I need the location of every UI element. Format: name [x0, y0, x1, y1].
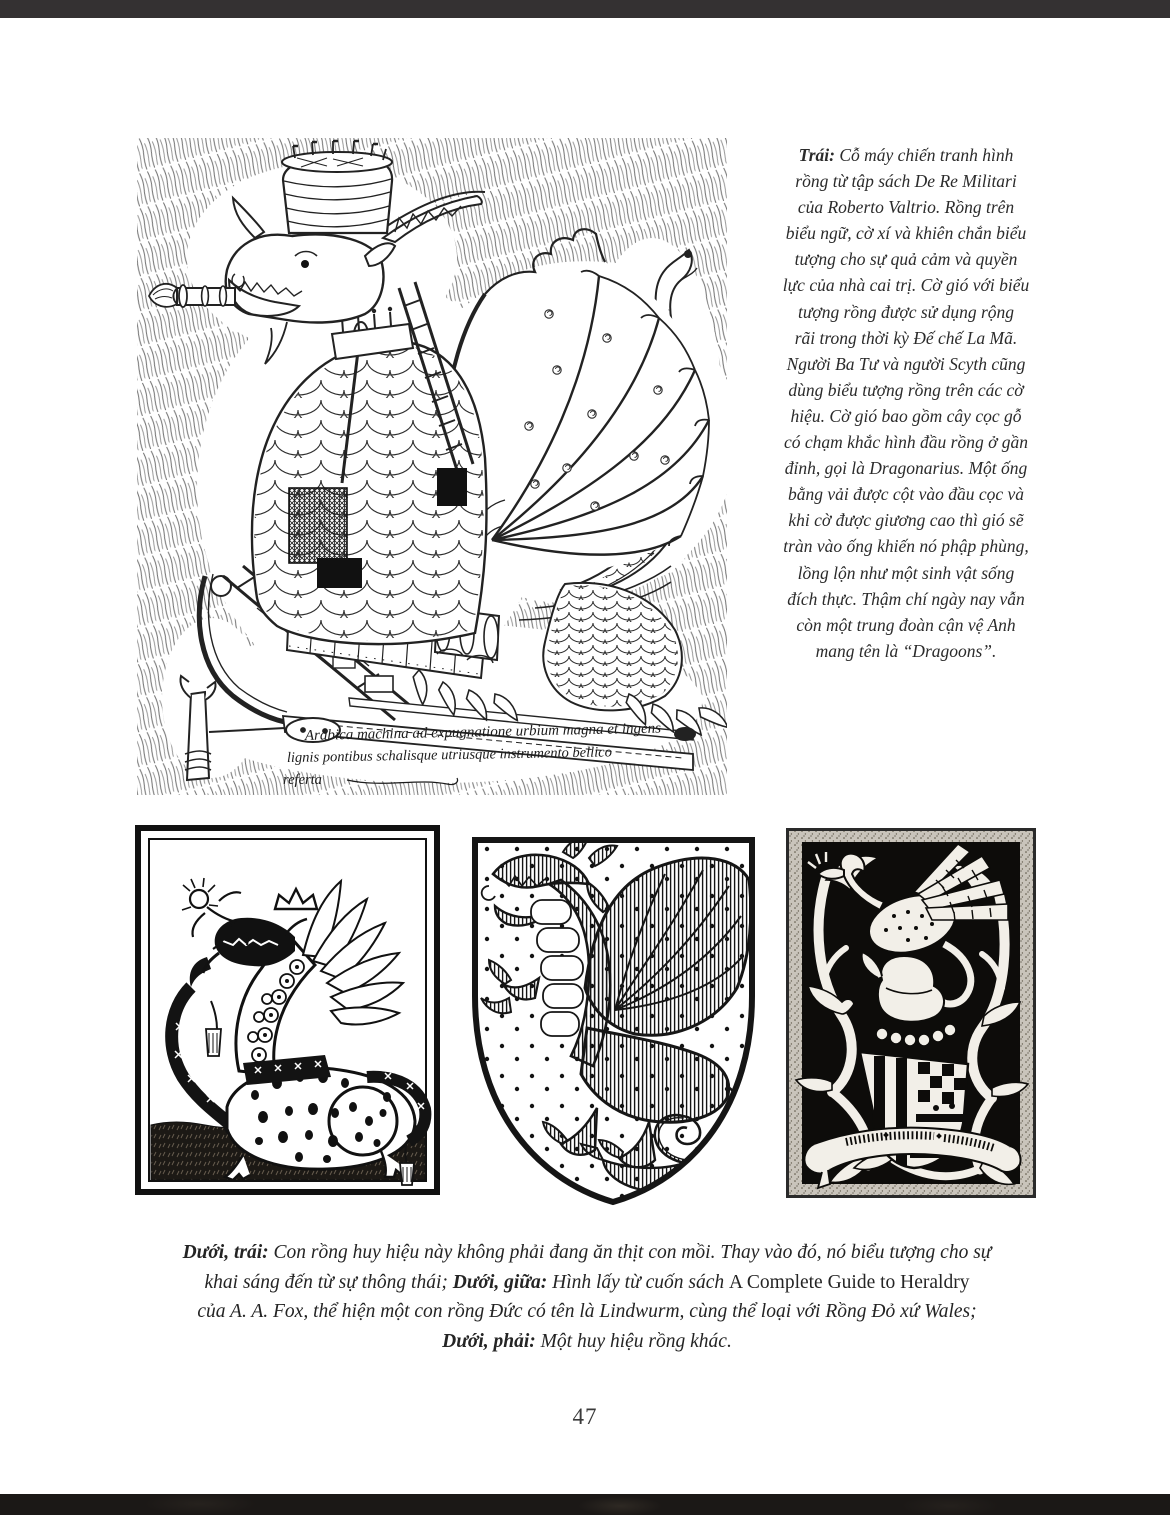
caption-line: đỉnh, gọi là Dragonarius. Một ống	[784, 458, 1028, 479]
caption-line: Dưới, phải: Một huy hiệu rồng khác.	[442, 1330, 732, 1352]
caption-line: Dưới, trái: Con rồng huy hiệu này không phải đang ăn thịt con mồi. Thay vào đó, nó biểu tượng cho sự	[182, 1242, 992, 1263]
caption-line: của A. A. Fox, thể hiện một con rồng Đức có tên là Lindwurm, cùng thể loại với Rồng Đỏ xứ Wales;	[197, 1301, 977, 1323]
caption-line: lực của nhà cai trị. Cờ gió với biểu	[782, 275, 1030, 296]
bottom-scan-bar	[0, 1494, 1170, 1515]
war-machine-drawing	[137, 138, 727, 795]
heraldic-dragon-left-panel	[135, 825, 440, 1195]
manuscript-line: referta	[283, 772, 322, 788]
page-number: 47	[572, 1404, 598, 1429]
lindwurm-shield-panel	[465, 828, 762, 1212]
caption-line: bằng vải được cột vào đầu cọc và	[787, 484, 1025, 505]
caption-line: biểu ngữ, cờ xí và khiên chắn biểu	[785, 223, 1027, 244]
mouth-cannon	[149, 284, 235, 307]
heraldic-badge-right-panel	[786, 828, 1036, 1198]
manuscript-line: lignis pontibus schalisque utriusque instrumento bellico	[286, 744, 613, 766]
heraldic-badge-drawing	[786, 828, 1036, 1198]
war-machine-engraving	[137, 138, 727, 795]
caption-line: rãi trong thời kỳ Đế chế La Mã.	[794, 327, 1018, 348]
heraldic-dragon-drawing	[135, 825, 440, 1195]
side-caption	[752, 142, 1060, 664]
caption-line: mang tên là “Dragoons”.	[815, 640, 997, 661]
caption-line: tượng cho sự quả cảm và quyền	[794, 249, 1018, 270]
caption-line: hiệu. Cờ gió bao gồm cây cọc gỗ	[790, 405, 1022, 426]
caption-line: đích thực. Thậm chí ngày nay vẫn	[787, 588, 1025, 609]
caption-line: Người Ba Tư và người Scyth cũng	[786, 353, 1026, 374]
caption-line: của Roberto Valtrio. Rồng trên	[797, 197, 1015, 218]
caption-line: còn một trung đoàn cận vệ Anh	[796, 614, 1016, 635]
basket-crown	[282, 141, 392, 233]
manuscript-line: Arabica machina ad expugnatione urbium magna et ingens	[304, 720, 662, 744]
top-scan-bar	[0, 0, 1170, 18]
caption-line: khi cờ được giương cao thì gió sẽ	[788, 510, 1024, 531]
caption-line: rồng từ tập sách De Re Militari	[795, 171, 1017, 192]
caption-line: tràn vào ống khiến nó phập phùng,	[783, 536, 1029, 557]
caption-line: có chạm khắc hình đầu rồng ở gần	[783, 432, 1029, 453]
caption-line: Trái: Cỗ máy chiến tranh hình	[798, 145, 1014, 165]
caption-line: khai sáng đến từ sự thông thái; Dưới, giữa: Hình lấy từ cuốn sách A Complete Guide to Heraldry	[204, 1271, 970, 1293]
caption-line: dùng biểu tượng rồng trên các cờ	[788, 379, 1024, 400]
bottom-caption	[112, 1238, 1062, 1356]
caption-line: lồng lộn như một sinh vật sống	[797, 562, 1015, 583]
lindwurm-shield-drawing	[465, 828, 762, 1212]
caption-line: tượng rồng được sử dụng rộng	[798, 301, 1014, 322]
